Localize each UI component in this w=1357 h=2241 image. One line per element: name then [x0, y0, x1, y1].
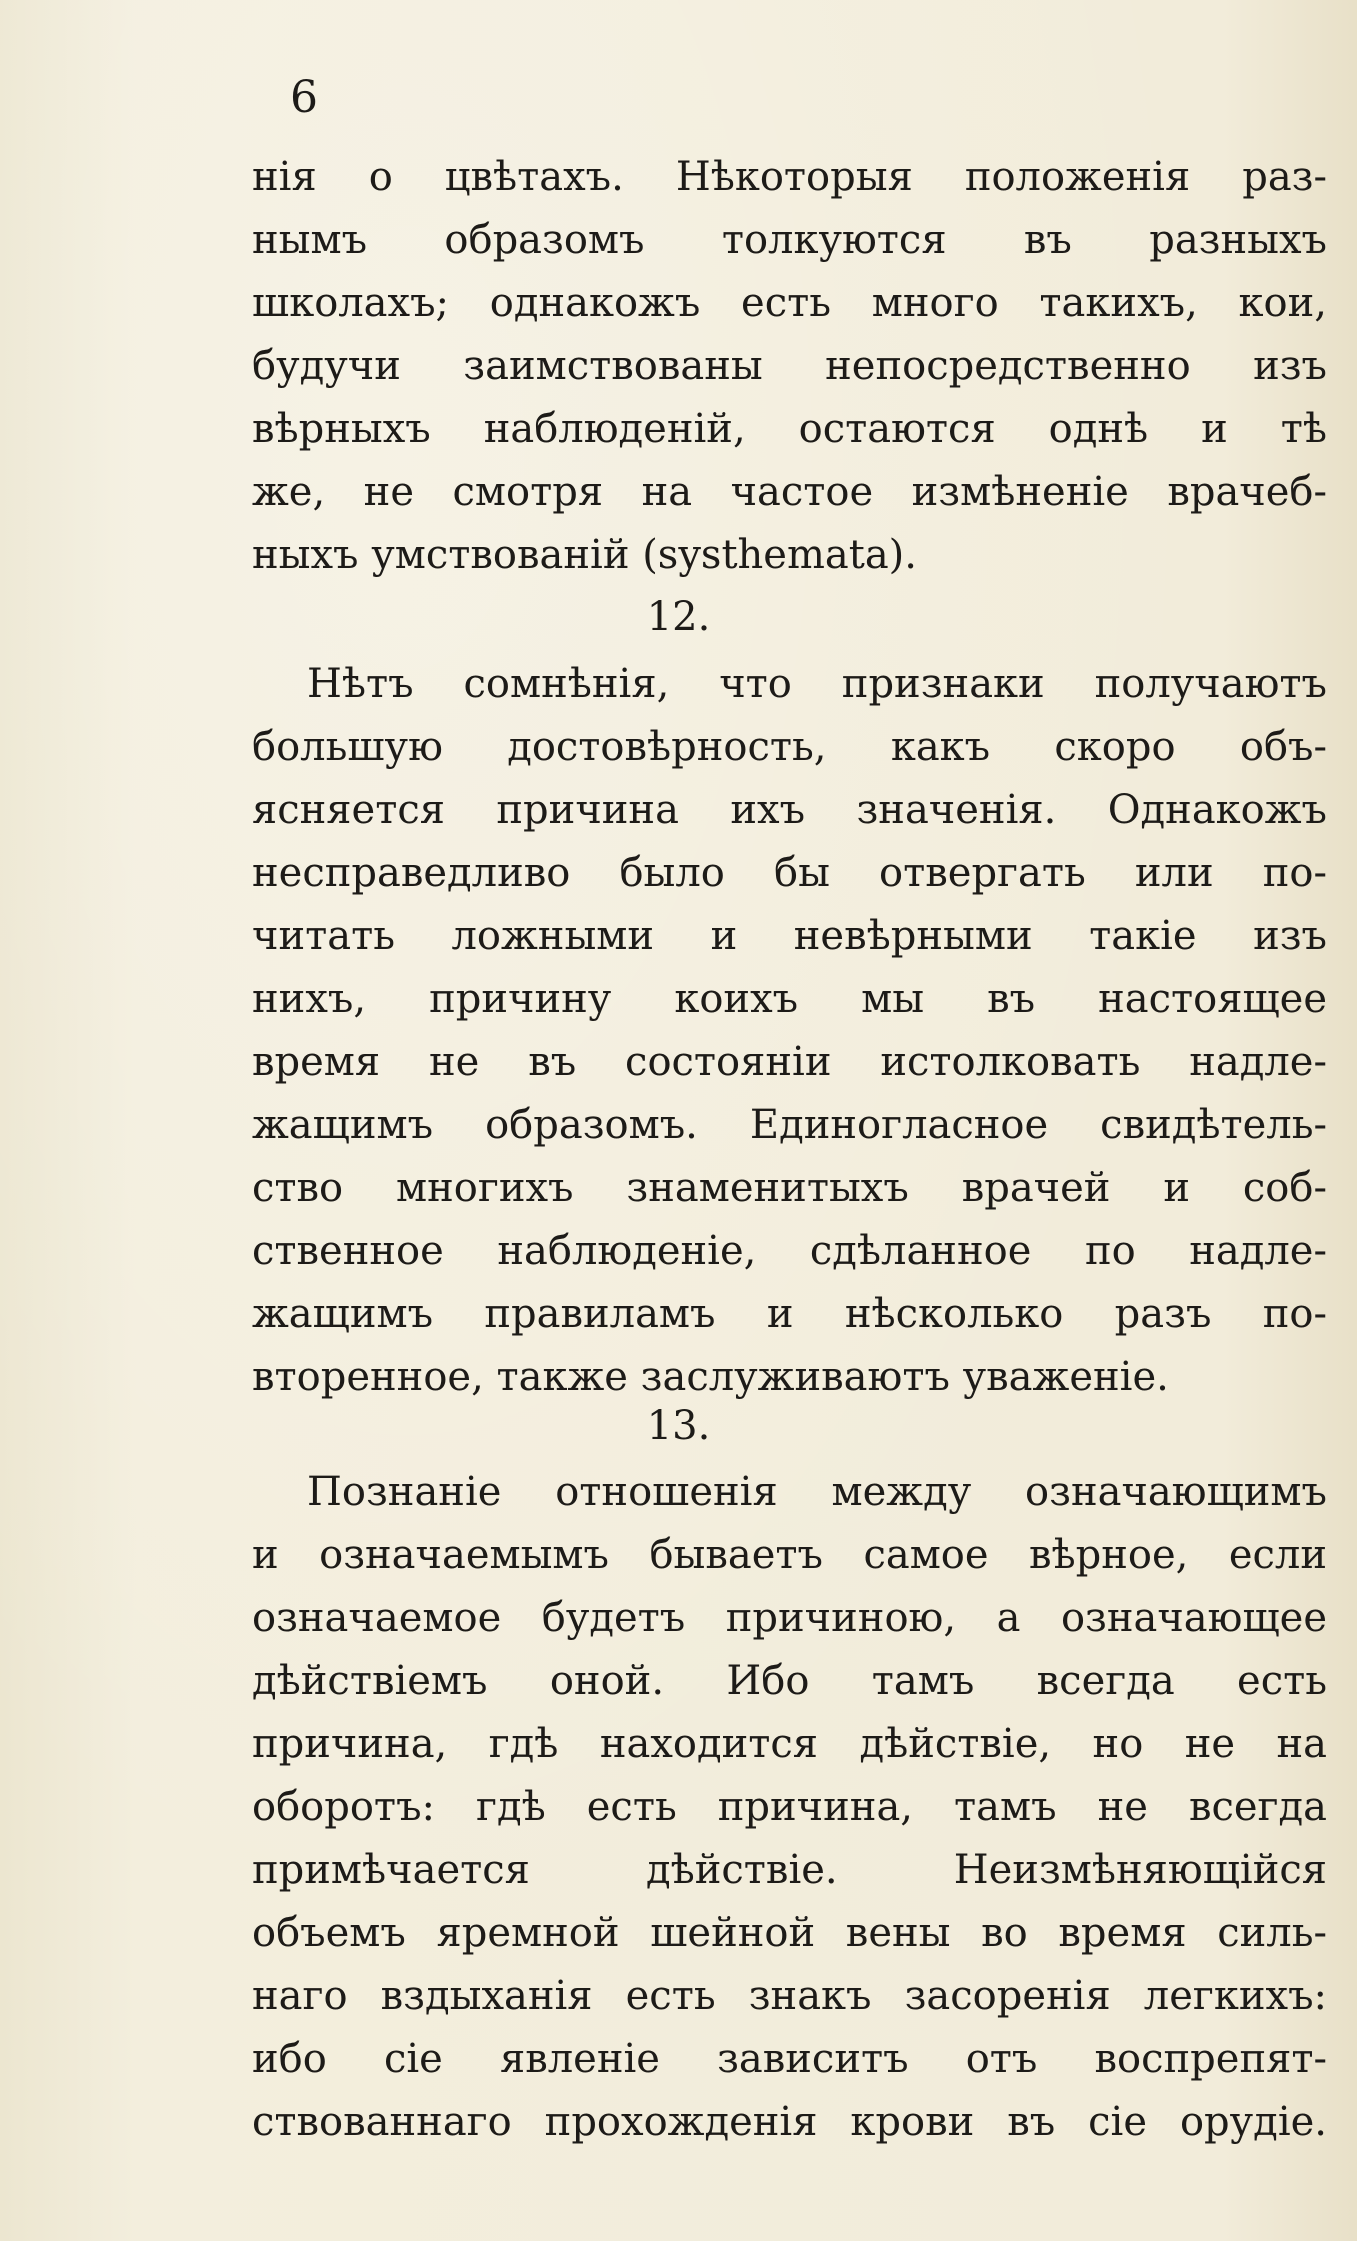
paragraph-13 [252, 1461, 1327, 2154]
text-line: большую достовѣрность, какъ скоро объ- [252, 724, 1327, 770]
text-line: вторенное, также заслуживаютъ уваженіе. [252, 1354, 1169, 1400]
text-line: нія о цвѣтахъ. Нѣкоторыя положенія раз- [252, 154, 1327, 200]
text-line: ибо сіе явленіе зависитъ отъ воспрепят- [252, 2036, 1327, 2082]
page-number: 6 [290, 72, 318, 123]
text-line: и означаемымъ бываетъ самое вѣрное, если [252, 1532, 1327, 1578]
section-number-12: 12. [646, 594, 711, 640]
text-line: означаемое будетъ причиною, а означающее [252, 1595, 1327, 1641]
section-number-13: 13. [646, 1403, 711, 1449]
text-line: ныхъ умствованій (systhemata). [252, 532, 917, 578]
paragraph-12 [252, 653, 1327, 1409]
text-line: жащимъ образомъ. Единогласное свидѣтель- [252, 1102, 1327, 1148]
text-line: ственное наблюденіе, сдѣланное по надле- [252, 1228, 1327, 1274]
text-line: читать ложными и невѣрными такіе изъ [252, 913, 1327, 959]
paragraph-11-continuation [252, 146, 1327, 587]
text-line: наго вздыханія есть знакъ засоренія легкихъ: [252, 1973, 1327, 2019]
text-line: жащимъ правиламъ и нѣсколько разъ по- [252, 1291, 1327, 1337]
text-line: объемъ яремной шейной вены во время силь- [252, 1910, 1327, 1956]
text-line: причина, гдѣ находится дѣйствіе, но не на [252, 1721, 1327, 1767]
text-line: несправедливо было бы отвергать или по- [252, 850, 1327, 896]
text-line: ясняется причина ихъ значенія. Однакожъ [252, 787, 1327, 833]
text-line: дѣйствіемъ оной. Ибо тамъ всегда есть [252, 1658, 1327, 1704]
text-line: ство многихъ знаменитыхъ врачей и соб- [252, 1165, 1327, 1211]
text-line: будучи заимствованы непосредственно изъ [252, 343, 1327, 389]
text-line: нихъ, причину коихъ мы въ настоящее [252, 976, 1327, 1022]
text-line: же, не смотря на частое измѣненіе врачеб- [252, 469, 1327, 515]
text-line: школахъ; однакожъ есть много такихъ, кои, [252, 280, 1327, 326]
text-line: Познаніе отношенія между означающимъ [307, 1469, 1327, 1515]
text-line: нымъ образомъ толкуются въ разныхъ [252, 217, 1327, 263]
text-line: Нѣтъ сомнѣнія, что признаки получаютъ [307, 661, 1327, 707]
text-line: ствованнаго прохожденія крови въ сіе орудіе. [252, 2099, 1327, 2145]
text-line: примѣчается дѣйствіе. Неизмѣняющійся [252, 1847, 1327, 1893]
text-line: вѣрныхъ наблюденій, остаются однѣ и тѣ [252, 406, 1327, 452]
text-line: оборотъ: гдѣ есть причина, тамъ не всегда [252, 1784, 1327, 1830]
text-line: время не въ состояніи истолковать надле- [252, 1039, 1327, 1085]
